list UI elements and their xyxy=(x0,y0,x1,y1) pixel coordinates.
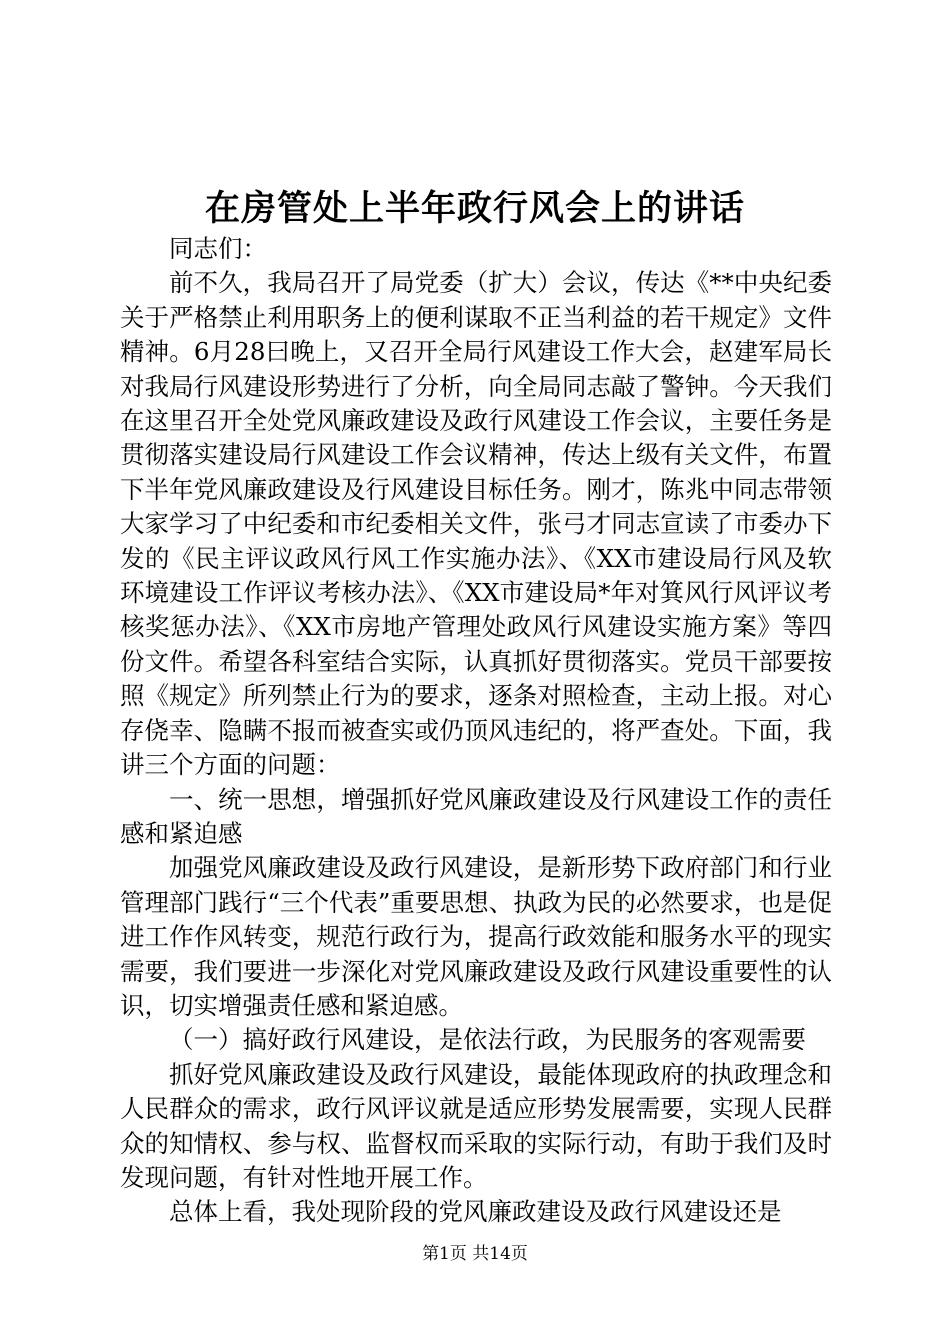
salutation: 同志们： xyxy=(169,234,267,263)
section-heading-1: 一、统一思想，增强抓好党风廉政建设及行风建设工作的责任感和紧迫感 xyxy=(120,784,832,848)
paragraph-continued: 总体上看，我处现阶段的党风廉政建设及政行风建设还是 xyxy=(169,1197,782,1227)
paragraph-intro: 前不久，我局召开了局党委（扩大）会议，传达《**中央纪委关于严格禁止利用职务上的便利谋取不正当利益的若干规定》文件精神。6月28曰晚上，又召开全局行风建设工作大会，赵建军局长对我局行风建设形势进行了分析，向全局同志敲了警钟。今天我们在这里召开全处党风廉政建设及政行风建设工作会议，主要任务是贯彻落实建设局行风建设工作会议精神，传达上级有关文件，布置下半年党风廉政建设及行风建设目标任务。刚才，陈兆中同志带领大家学习了中纪委和市纪委相关文件，张弓才同志宣读了市委办下发的《民主评议政风行风工作实施办法》、《XX市建设局行风及软环境建设工作评议考核办法》、《XX市建设局*年对箕风行风评议考核奖惩办法》、《XX市房地产管理处政风行风建设实施方案》等四份文件。希望各科室结合实际，认真抓好贯彻落实。党员干部要按照《规定》所列禁止行为的要求，逐条对照检查，主动上报。对心存侥幸、隐瞒不报而被查实或仍顶风违纪的，将严查处。下面，我讲三个方面的问题： xyxy=(120,268,832,780)
document-body xyxy=(120,232,832,1230)
page-footer: 第1页 共14页 xyxy=(422,1244,528,1264)
paragraph-subsection-1: 抓好党风廉政建设及政行风建设，最能体现政府的执政理念和人民群众的需求，政行风评议就是适应形势发展需要，实现人民群众的知情权、参与权、监督权而采取的实际行动，有助于我们及时发现问题，有针对性地开展工作。 xyxy=(120,1059,832,1192)
paragraph-section-1: 加强党风廉政建设及政行风建设，是新形势下政府部门和行业管理部门践行“三个代表”重要思想、执政为民的必然要求，也是促进工作作风转变，规范行政行为，提高行政效能和服务水平的现实需要，我们要进一步深化对党风廉政建设及政行风建设重要性的认识，切实增强责任感和紧迫感。 xyxy=(120,853,832,1020)
subsection-heading-1: （一）搞好政行风建设，是依法行政，为民服务的客观需要 xyxy=(169,1025,806,1055)
document-title: 在房管处上半年政行风会上的讲话 xyxy=(204,188,745,229)
